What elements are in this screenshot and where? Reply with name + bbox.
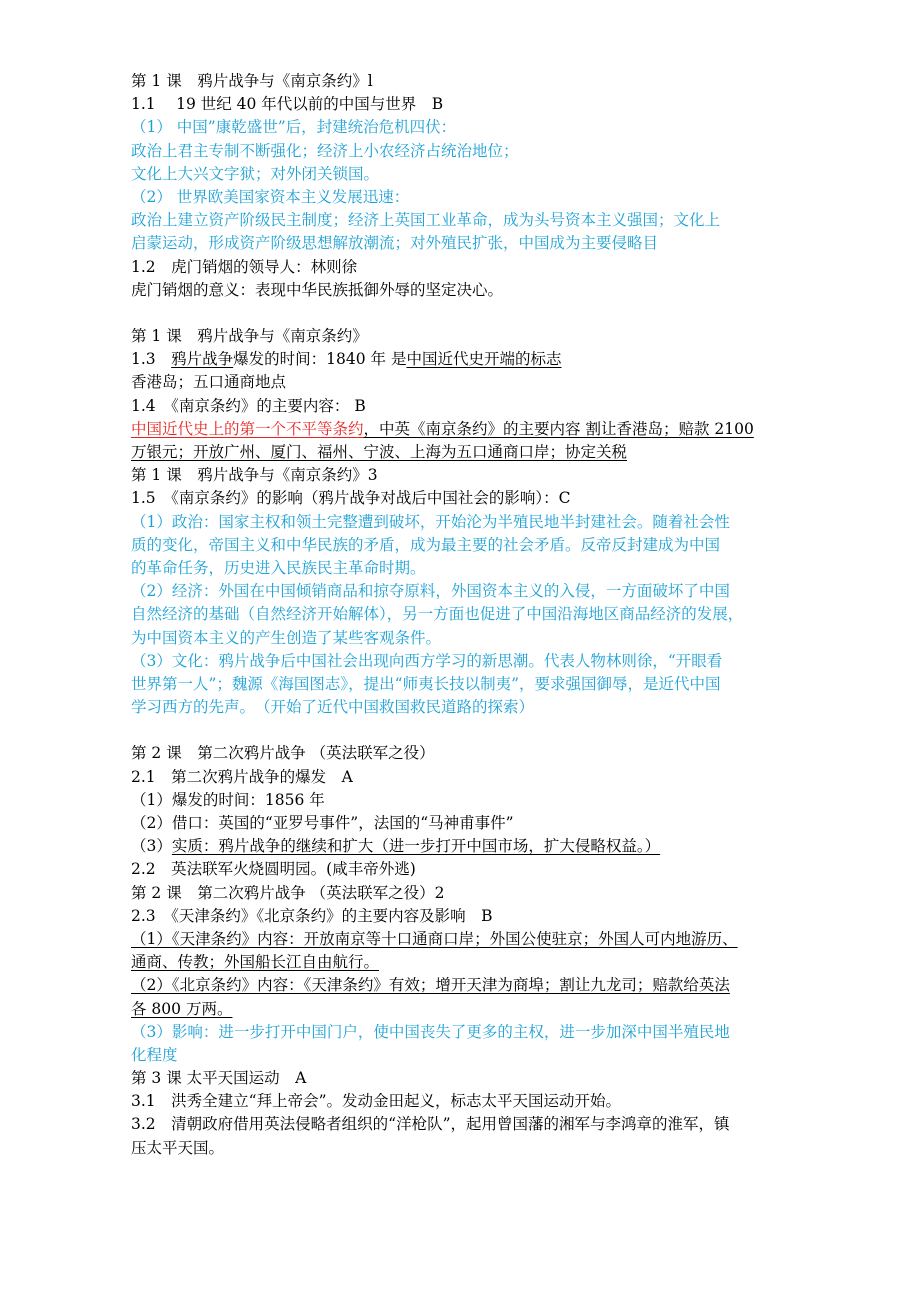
lesson-heading: 第 3 课 太平天国运动 A <box>131 1069 307 1088</box>
body-text: 爆发的时间：1840 年 是 <box>233 350 407 369</box>
lesson-heading: 第 1 课 鸦片战争与《南京条约》l <box>131 72 373 90</box>
body-line: （1）爆发的时间：1856 年 <box>131 790 325 809</box>
blank-line <box>131 719 761 742</box>
note-line: 的革命任务，历史进入民族民主革命时期。 <box>131 558 426 577</box>
note-line: 化程度 <box>131 1045 178 1064</box>
note-line: 文化上大兴文字狱；对外闭关锁国。 <box>131 164 380 183</box>
note-line: 政治上君主专制不断强化；经济上小农经济占统治地位； <box>131 141 519 160</box>
note-line: （1） 中国”康乾盛世”后，封建统治危机四伏： <box>131 118 457 137</box>
highlighted-text: 中国近代史上的第一个不平等条约 <box>131 419 364 438</box>
document-page <box>131 70 761 1160</box>
section-heading: 1.4 《南京条约》的主要内容： B <box>131 396 366 415</box>
note-line: 为中国资本主义的产生创造了某些客观条件。 <box>131 628 442 647</box>
note-line: （2）经济：外国在中国倾销商品和掠夺原料，外国资本主义的入侵，一方面破坏了中国 <box>131 582 730 601</box>
body-line: 虎门销烟的意义：表现中华民族抵御外辱的坚定决心。 <box>131 280 504 299</box>
lesson-heading: 第 2 课 第二次鸦片战争 （英法联军之役）2 <box>131 883 445 902</box>
body-line: （2）借口：英国的“亚罗号事件”，法国的“马神甫事件” <box>131 814 514 832</box>
note-line: 启蒙运动，形成资产阶级思想解放潮流；对外殖民扩张，中国成为主要侵略目 <box>131 234 659 253</box>
body-line: 压太平天国。 <box>131 1138 225 1157</box>
body-line: （1）《天津条约》内容：开放南京等十口通商口岸；外国公使驻京；外国人可内地游历、 <box>131 929 738 948</box>
underlined-text: ，中英《南京条约》的主要内容 割让香港岛；赔款 2100 <box>363 419 754 438</box>
note-line: （3）文化：鸦片战争后中国社会出现向西方学习的新思潮。代表人物林则徐，“开眼看 <box>131 651 723 670</box>
section-heading: 1.5 《南京条约》的影响（鸦片战争对战后中国社会的影响）：C <box>131 489 571 508</box>
note-line: 学习西方的先声。 （开始了近代中国救国救民道路的探索） <box>131 698 535 717</box>
section-heading: 3.2 清朝政府借用英法侵略者组织的“洋枪队”，起用曾国藩的湘军与李鸿章的淮军，镇 <box>131 1115 730 1134</box>
underlined-text: 中国近代史开端的标志 <box>406 350 562 369</box>
note-line: （3）影响：进一步打开中国门户，使中国丧失了更多的主权，进一步加深中国半殖民地 <box>131 1022 730 1041</box>
body-line: 香港岛；五口通商地点 <box>131 373 287 392</box>
section-heading: 2.3 《天津条约》《北京条约》的主要内容及影响 B <box>131 906 493 925</box>
section-number: 1.3 <box>131 350 172 369</box>
body-line: 万银元；开放广州、厦门、福州、宁波、上海为五口通商口岸；协定关税 <box>131 443 628 461</box>
section-heading: 2.2 英法联军火烧圆明园。(咸丰帝外逃) <box>131 860 416 879</box>
lesson-heading: 第 2 课 第二次鸦片战争 （英法联军之役） <box>131 744 435 763</box>
body-line: （2）《北京条约》内容：《天津条约》有效；增开天津为商埠；割让九龙司；赔款给英法 <box>131 976 730 995</box>
section-heading: 1.1 19 世纪 40 年代以前的中国与世界 B <box>131 95 444 114</box>
section-heading: 1.2 虎门销烟的领导人：林则徐 <box>131 257 358 276</box>
body-line: 各 800 万两。 <box>131 999 233 1018</box>
section-heading: 2.1 第二次鸦片战争的爆发 A <box>131 767 353 786</box>
note-line: 质的变化，帝国主义和中华民族的矛盾，成为最主要的社会矛盾。反帝反封建成为中国 <box>131 535 721 554</box>
note-line: （2） 世界欧美国家资本主义发展迅速： <box>131 187 410 206</box>
section-heading <box>131 348 761 371</box>
section-heading: 3.1 洪秀全建立“拜上帝会”。发动金田起义，标志太平天国运动开始。 <box>131 1092 622 1111</box>
body-line <box>131 835 761 858</box>
blank-line <box>131 302 761 325</box>
note-line: 世界第一人”；魏源《海国图志》，提出“师夷长技以制夷”，要求强国御辱，是近代中国 <box>131 674 721 693</box>
body-line: 通商、传教；外国船长江自由航行。 <box>131 953 380 972</box>
underlined-text: 实质：鸦片战争的继续和扩大（进一步打开中国市场，扩大侵略权益。） <box>171 837 661 856</box>
underlined-text: 鸦片战争 <box>171 350 234 369</box>
body-line <box>131 418 761 441</box>
lesson-heading: 第 1 课 鸦片战争与《南京条约》3 <box>131 466 378 485</box>
item-number: （3） <box>131 837 172 856</box>
note-line: （1）政治：国家主权和领土完整遭到破坏，开始沦为半殖民地半封建社会。随着社会性 <box>131 512 730 531</box>
lesson-heading: 第 1 课 鸦片战争与《南京条约》 <box>131 327 368 346</box>
note-line: 自然经济的基础（自然经济开始解体），另一方面也促进了中国沿海地区商品经济的发展， <box>131 605 744 624</box>
note-line: 政治上建立资产阶级民主制度；经济上英国工业革命，成为头号资本主义强国；文化上 <box>131 211 721 230</box>
